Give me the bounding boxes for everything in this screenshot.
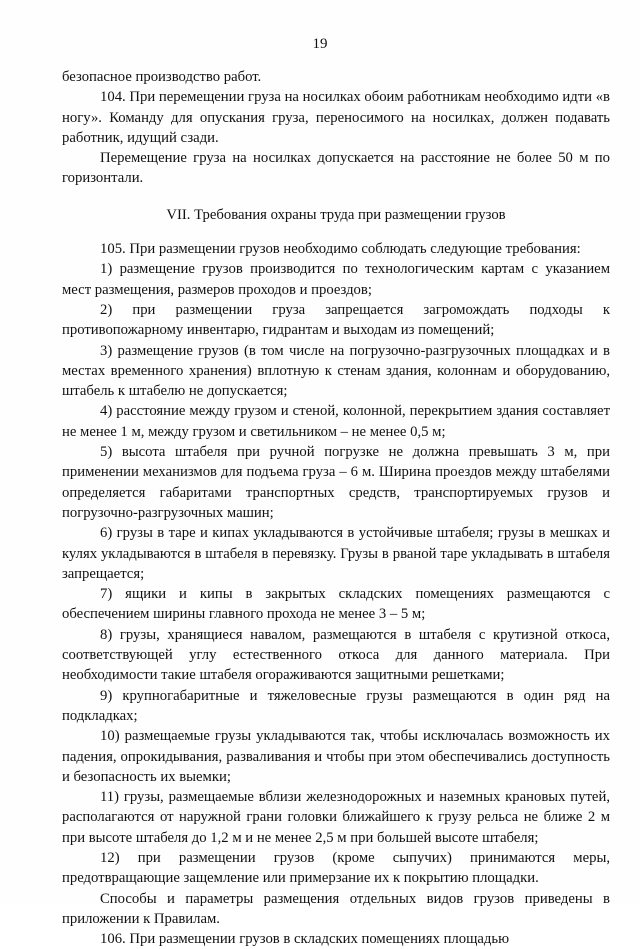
paragraph-106: 106. При размещении грузов в складских помещениях площадью <box>100 931 510 948</box>
list-item-7: 7) ящики и кипы в закрытых складских помещениях размещаются с обеспечением ширины главного прохода не менее 3 – 5 м; <box>62 586 610 623</box>
list-item-6: 6) грузы в таре и кипах укладываются в устойчивые штабеля; грузы в мешках и кулях укладываются в штабеля в перевязку. Грузы в рваной таре укладывать в штабеля запрещается; <box>62 525 610 582</box>
page-number: 19 <box>312 36 328 52</box>
document-body <box>62 67 610 949</box>
paragraph: безопасное производство работ. <box>62 69 262 85</box>
section-heading: VII. Требования охраны труда при размещении грузов <box>166 206 506 223</box>
list-item-11: 11) грузы, размещаемые вблизи железнодорожных и наземных крановых путей, располагаются от наружной грани головки ближайшего к грузу рельса не ближе 2 м при высоте штабеля до 1,2 м и не менее 2,5 м при большей высоте штабеля; <box>62 789 610 846</box>
paragraph-104: 104. При перемещении груза на носилках обоим работникам необходимо идти «в ногу». Команду для опускания груза, переносимого на носилках, должен подавать работник, идущий сзади. <box>62 89 610 146</box>
list-item-3: 3) размещение грузов (в том числе на погрузочно-разгрузочных площадках и в местах временного хранения) вплотную к стенам здания, колоннам и оборудованию, штабель к штабелю не допускается; <box>62 342 610 400</box>
paragraph: Перемещение груза на носилках допускается на расстояние не более 50 м по горизонтали. <box>62 150 610 187</box>
list-item-5: 5) высота штабеля при ручной погрузке не должна превышать 3 м, при применении механизмов для подъема груза – 6 м. Ширина проездов между штабелями определяется габаритами транспортных средств, транспортируемых грузов и погрузочно-разгрузочных машин; <box>62 444 610 521</box>
list-item-4: 4) расстояние между грузом и стеной, колонной, перекрытием здания составляет не менее 1 м, между грузом и светильником – не менее 0,5 м; <box>62 403 610 440</box>
list-item-12: 12) при размещении грузов (кроме сыпучих) принимаются меры, предотвращающие защемление или примерзание их к покрытию площадки. <box>62 849 610 887</box>
list-item-2: 2) при размещении груза запрещается загромождать подходы к противопожарному инвентарю, гидрантам и выходам из помещений; <box>62 301 610 339</box>
paragraph-105: 105. При размещении грузов необходимо соблюдать следующие требования: <box>100 241 581 258</box>
list-item-8: 8) грузы, хранящиеся навалом, размещаются в штабеля с крутизной откоса, соответствующей углу естественного откоса для данного материала. При необходимости такие штабеля огораживаются защитными решетками; <box>62 626 610 684</box>
paragraph: Способы и параметры размещения отдельных видов грузов приведены в приложении к Правилам. <box>62 890 610 927</box>
list-item-1: 1) размещение грузов производится по технологическим картам с указанием мест размещения, размеров проходов и проездов; <box>62 261 610 298</box>
list-item-9: 9) крупногабаритные и тяжеловесные грузы размещаются в один ряд на подкладках; <box>62 687 610 724</box>
list-item-10: 10) размещаемые грузы укладываются так, чтобы исключалась возможность их падения, опрокидывания, разваливания и чтобы при этом обеспечивались доступность и безопасность их выемки; <box>62 728 610 785</box>
